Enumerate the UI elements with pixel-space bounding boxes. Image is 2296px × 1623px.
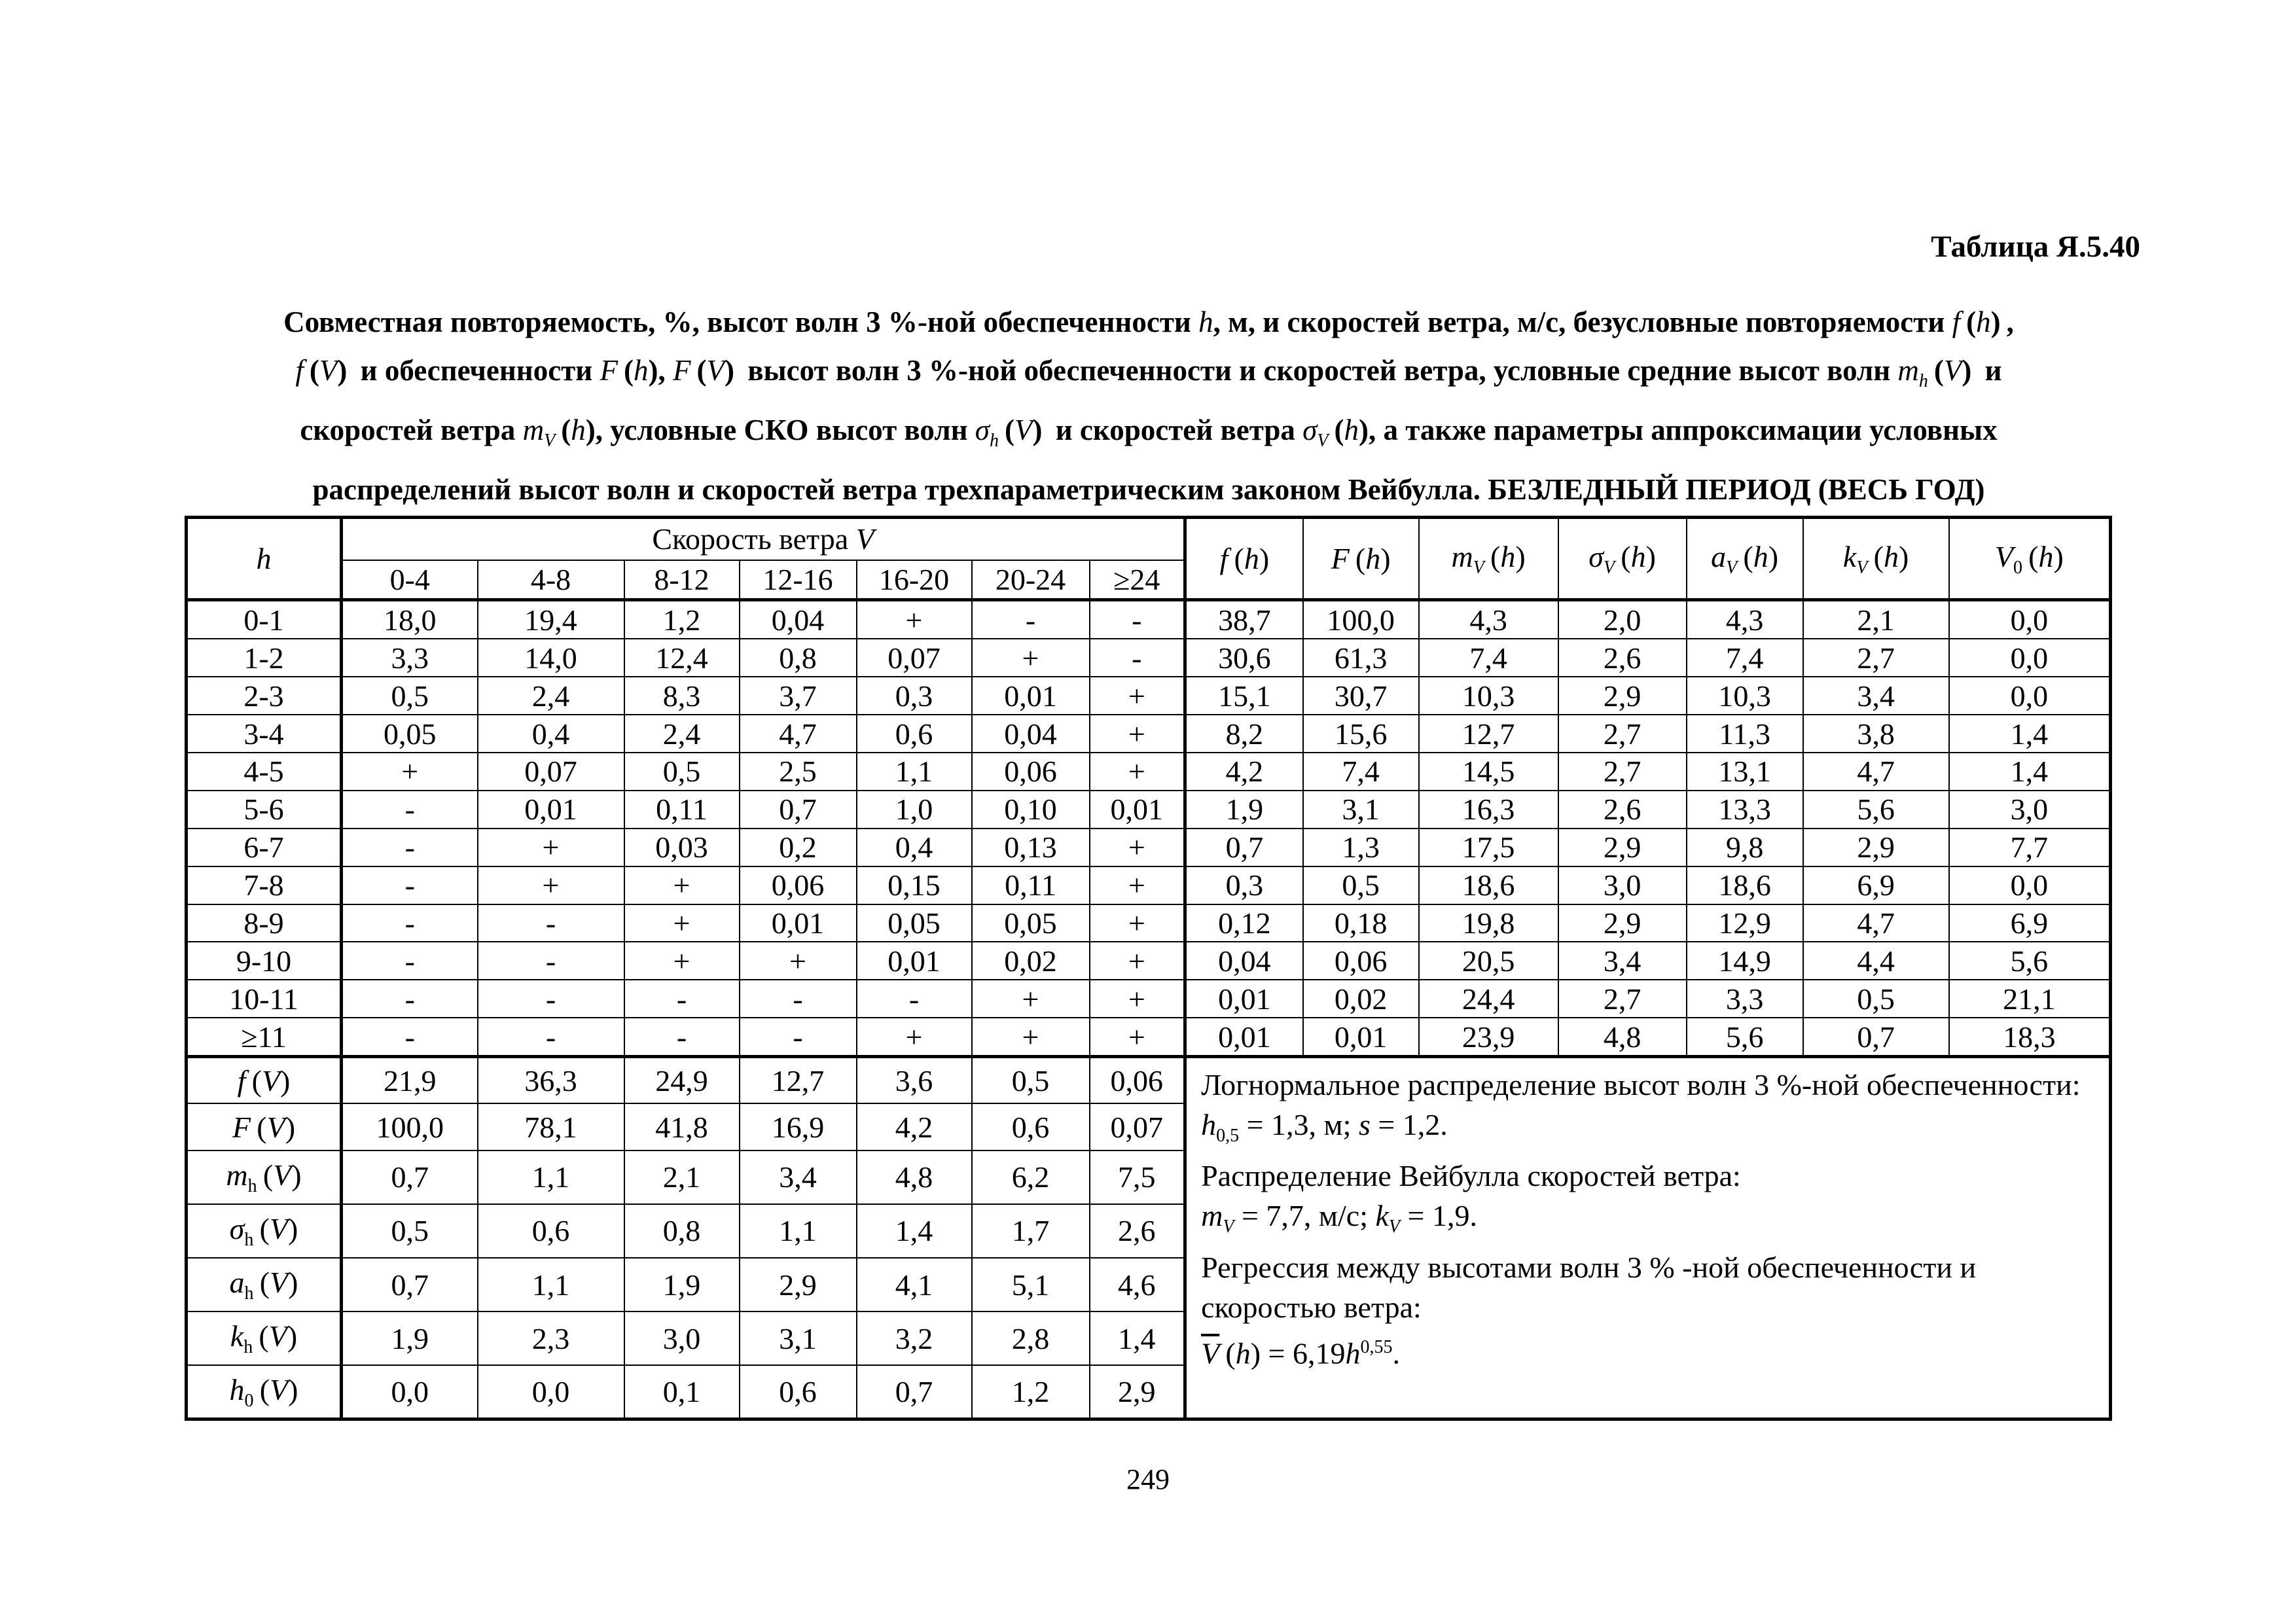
joint-frequency-cell: 0,10 <box>972 791 1090 829</box>
stat-cell: 10,3 <box>1419 677 1558 715</box>
regression-title: Регрессия между высотами волн 3 % -ной обеспеченности и скоростью ветра: <box>1201 1250 1977 1324</box>
speed-stat-cell: 1,4 <box>857 1204 972 1258</box>
speed-stat-cell: 3,2 <box>857 1311 972 1365</box>
joint-frequency-cell: 0,3 <box>857 677 972 715</box>
stat-cell: 0,04 <box>1185 942 1303 980</box>
speed-stat-cell: 2,9 <box>1090 1365 1185 1419</box>
speed-stat-cell: 0,6 <box>972 1103 1090 1150</box>
speed-stat-cell: 0,6 <box>478 1204 624 1258</box>
speed-stat-cell: 2,1 <box>624 1150 740 1204</box>
stat-cell: 100,0 <box>1303 600 1419 639</box>
joint-frequency-cell: 12,4 <box>624 639 740 677</box>
joint-frequency-cell: + <box>478 829 624 866</box>
speed-stat-cell: 0,7 <box>342 1258 478 1311</box>
joint-frequency-cell: 1,2 <box>624 600 740 639</box>
stat-cell: 0,06 <box>1303 942 1419 980</box>
speed-stat-cell: 1,1 <box>740 1204 857 1258</box>
header-mV-h: $m_V$ (h) <box>1419 518 1558 600</box>
stat-cell: 0,0 <box>1949 677 2111 715</box>
table-caption: Совместная повторяемость, %, высот волн 3 %-ной обеспеченности h, м, и скоростей ветра, м/с, безусловные повторяемости f (h) , f (V) и обеспеченности F (h), F (V) высот волн 3 %-ной обеспеченности и скоростей ветра, условные средние высот волн $m_h$ (V) и скоростей ветра $m_V$ (h), условные СКО высот волн $\sigma_h$ (V) и скоростей ветра $\sigma_V$ (h), а также параметры аппроксимации условных распределений высот волн и скоростей ветра трехпараметрическим законом Вейбулла. БЕЗЛЕДНЫЙ ПЕРИОД (ВЕСЬ ГОД) <box>283 306 2014 506</box>
speed-stat-cell: 1,4 <box>1090 1311 1185 1365</box>
stat-cell: 4,3 <box>1419 600 1558 639</box>
joint-frequency-cell: + <box>972 980 1090 1018</box>
joint-frequency-cell: 2,5 <box>740 753 857 791</box>
joint-frequency-cell: - <box>342 904 478 942</box>
speed-stat-cell: 0,1 <box>624 1365 740 1419</box>
stat-cell: 1,4 <box>1949 753 2111 791</box>
weibull-title: Распределение Вейбулла скоростей ветра: <box>1201 1159 1741 1193</box>
stat-cell: 2,9 <box>1558 904 1687 942</box>
joint-frequency-cell: 0,4 <box>857 829 972 866</box>
stat-cell: 7,4 <box>1303 753 1419 791</box>
stat-cell: 4,2 <box>1185 753 1303 791</box>
row-height-label: 1-2 <box>187 639 342 677</box>
joint-frequency-cell: - <box>342 980 478 1018</box>
joint-frequency-cell: + <box>857 600 972 639</box>
speed-stat-cell: 3,0 <box>624 1311 740 1365</box>
table-row <box>187 1057 2111 1104</box>
table-row <box>187 639 2111 677</box>
table-row <box>187 791 2111 829</box>
joint-frequency-cell: + <box>972 639 1090 677</box>
joint-frequency-cell: - <box>740 980 857 1018</box>
table-row <box>187 1018 2111 1056</box>
speed-stat-cell: 5,1 <box>972 1258 1090 1311</box>
joint-frequency-cell: 0,01 <box>740 904 857 942</box>
stat-cell: 3,3 <box>1687 980 1803 1018</box>
row-height-label: 10-11 <box>187 980 342 1018</box>
row-height-label: 7-8 <box>187 866 342 904</box>
speed-stat-cell: 3,1 <box>740 1311 857 1365</box>
stat-cell: 61,3 <box>1303 639 1419 677</box>
stat-cell: 14,5 <box>1419 753 1558 791</box>
stat-cell: 9,8 <box>1687 829 1803 866</box>
joint-frequency-cell: 2,4 <box>478 677 624 715</box>
row-height-label: ≥11 <box>187 1018 342 1056</box>
table-row <box>187 715 2111 753</box>
joint-frequency-cell: - <box>342 942 478 980</box>
joint-frequency-cell: + <box>1090 980 1185 1018</box>
stat-cell: 2,7 <box>1558 753 1687 791</box>
stat-cell: 18,6 <box>1419 866 1558 904</box>
data-table <box>185 516 2112 1421</box>
joint-frequency-cell: 0,06 <box>972 753 1090 791</box>
speed-bin-header: 4-8 <box>478 560 624 600</box>
speed-stat-cell: 6,2 <box>972 1150 1090 1204</box>
joint-frequency-cell: - <box>1090 639 1185 677</box>
stat-cell: 15,6 <box>1303 715 1419 753</box>
stat-cell: 5,6 <box>1949 942 2111 980</box>
row-stat-label: $a_h$ (V) <box>187 1258 342 1311</box>
stat-cell: 2,0 <box>1558 600 1687 639</box>
page-number: 249 <box>1126 1463 1170 1495</box>
stat-cell: 3,0 <box>1949 791 2111 829</box>
speed-stat-cell: 21,9 <box>342 1057 478 1104</box>
joint-frequency-cell: - <box>478 904 624 942</box>
table-row <box>187 600 2111 639</box>
joint-frequency-cell: 0,01 <box>478 791 624 829</box>
joint-frequency-cell: 0,02 <box>972 942 1090 980</box>
speed-stat-cell: 0,7 <box>342 1150 478 1204</box>
stat-cell: 2,6 <box>1558 791 1687 829</box>
stat-cell: 10,3 <box>1687 677 1803 715</box>
stat-cell: 19,8 <box>1419 904 1558 942</box>
stat-cell: 7,4 <box>1687 639 1803 677</box>
stat-cell: 17,5 <box>1419 829 1558 866</box>
stat-cell: 24,4 <box>1419 980 1558 1018</box>
row-height-label: 6-7 <box>187 829 342 866</box>
lognormal-title: Логнормальное распределение высот волн 3 %-ной обеспеченности: <box>1201 1068 2081 1102</box>
speed-bin-header: 8-12 <box>624 560 740 600</box>
joint-frequency-cell: - <box>857 980 972 1018</box>
joint-frequency-cell: + <box>1090 904 1185 942</box>
stat-cell: 4,3 <box>1687 600 1803 639</box>
joint-frequency-cell: 0,03 <box>624 829 740 866</box>
speed-stat-cell: 2,6 <box>1090 1204 1185 1258</box>
joint-frequency-cell: + <box>624 904 740 942</box>
stat-cell: 0,0 <box>1949 866 2111 904</box>
joint-frequency-cell: 0,11 <box>624 791 740 829</box>
stat-cell: 6,9 <box>1949 904 2111 942</box>
speed-stat-cell: 0,7 <box>857 1365 972 1419</box>
speed-stat-cell: 1,7 <box>972 1204 1090 1258</box>
joint-frequency-cell: + <box>478 866 624 904</box>
joint-frequency-cell: 3,3 <box>342 639 478 677</box>
speed-stat-cell: 4,8 <box>857 1150 972 1204</box>
speed-stat-cell: 2,9 <box>740 1258 857 1311</box>
joint-frequency-cell: 0,07 <box>478 753 624 791</box>
joint-frequency-cell: - <box>740 1018 857 1056</box>
stat-cell: 0,0 <box>1949 600 2111 639</box>
joint-frequency-cell: 4,7 <box>740 715 857 753</box>
joint-frequency-cell: + <box>1090 866 1185 904</box>
joint-frequency-cell: + <box>1090 677 1185 715</box>
stat-cell: 8,2 <box>1185 715 1303 753</box>
joint-frequency-cell: 0,04 <box>740 600 857 639</box>
stat-cell: 7,7 <box>1949 829 2111 866</box>
joint-frequency-cell: 0,05 <box>857 904 972 942</box>
weibull-params: $m_V = 7,7$, м/с; $k_V = 1,9$. <box>1201 1199 1477 1238</box>
speed-stat-cell: 0,5 <box>342 1204 478 1258</box>
stat-cell: 38,7 <box>1185 600 1303 639</box>
row-stat-label: $m_h$ (V) <box>187 1150 342 1204</box>
table-row <box>187 904 2111 942</box>
joint-frequency-cell: 0,05 <box>342 715 478 753</box>
joint-frequency-cell: 0,01 <box>972 677 1090 715</box>
speed-stat-cell: 1,2 <box>972 1365 1090 1419</box>
stat-cell: 1,3 <box>1303 829 1419 866</box>
joint-frequency-cell: 14,0 <box>478 639 624 677</box>
stat-cell: 30,7 <box>1303 677 1419 715</box>
stat-cell: 23,9 <box>1419 1018 1558 1056</box>
joint-frequency-cell: + <box>624 866 740 904</box>
stat-cell: 13,1 <box>1687 753 1803 791</box>
speed-bin-header: 20-24 <box>972 560 1090 600</box>
stat-cell: 16,3 <box>1419 791 1558 829</box>
speed-stat-cell: 0,0 <box>478 1365 624 1419</box>
speed-stat-cell: 2,3 <box>478 1311 624 1365</box>
stat-cell: 18,3 <box>1949 1018 2111 1056</box>
joint-frequency-cell: + <box>624 942 740 980</box>
joint-frequency-cell: + <box>857 1018 972 1056</box>
stat-cell: 14,9 <box>1687 942 1803 980</box>
row-stat-label: F (V) <box>187 1103 342 1150</box>
stat-cell: 2,9 <box>1558 829 1687 866</box>
stat-cell: 0,12 <box>1185 904 1303 942</box>
table-row <box>187 753 2111 791</box>
stat-cell: 4,7 <box>1803 753 1949 791</box>
header-f-h: f (h) <box>1185 518 1303 600</box>
speed-stat-cell: 2,8 <box>972 1311 1090 1365</box>
stat-cell: 0,01 <box>1303 1018 1419 1056</box>
stat-cell: 2,6 <box>1558 639 1687 677</box>
speed-stat-cell: 4,6 <box>1090 1258 1185 1311</box>
stat-cell: 11,3 <box>1687 715 1803 753</box>
stat-cell: 20,5 <box>1419 942 1558 980</box>
joint-frequency-cell: 19,4 <box>478 600 624 639</box>
joint-frequency-cell: 0,01 <box>857 942 972 980</box>
joint-frequency-cell: 0,2 <box>740 829 857 866</box>
joint-frequency-cell: 0,15 <box>857 866 972 904</box>
stat-cell: 12,9 <box>1687 904 1803 942</box>
joint-frequency-cell: 0,5 <box>342 677 478 715</box>
header-aV-h: $a_V$ (h) <box>1687 518 1803 600</box>
speed-stat-cell: 4,1 <box>857 1258 972 1311</box>
speed-stat-cell: 0,5 <box>972 1057 1090 1104</box>
joint-frequency-cell: 1,0 <box>857 791 972 829</box>
stat-cell: 0,3 <box>1185 866 1303 904</box>
joint-frequency-cell: + <box>1090 1018 1185 1056</box>
stat-cell: 0,18 <box>1303 904 1419 942</box>
regression-formula: $\overline{V}$ $(h) = 6,19h^{0,55}$. <box>1201 1336 1400 1370</box>
stat-cell: 2,9 <box>1803 829 1949 866</box>
joint-frequency-cell: 18,0 <box>342 600 478 639</box>
speed-stat-cell: 3,6 <box>857 1057 972 1104</box>
speed-stat-cell: 24,9 <box>624 1057 740 1104</box>
joint-frequency-cell: 8,3 <box>624 677 740 715</box>
joint-frequency-cell: 0,4 <box>478 715 624 753</box>
header-V0-h: $V_0$ (h) <box>1949 518 2111 600</box>
stat-cell: 3,4 <box>1558 942 1687 980</box>
header-wind-speed: Скорость ветра V <box>342 518 1185 560</box>
stat-cell: 4,8 <box>1558 1018 1687 1056</box>
row-stat-label: $\sigma_h$ (V) <box>187 1204 342 1258</box>
joint-frequency-cell: + <box>1090 753 1185 791</box>
speed-stat-cell: 0,6 <box>740 1365 857 1419</box>
joint-frequency-cell: + <box>1090 829 1185 866</box>
stat-cell: 15,1 <box>1185 677 1303 715</box>
joint-frequency-cell: - <box>342 1018 478 1056</box>
joint-frequency-cell: - <box>624 1018 740 1056</box>
stat-cell: 0,7 <box>1803 1018 1949 1056</box>
row-stat-label: $h_0$ (V) <box>187 1365 342 1419</box>
speed-stat-cell: 12,7 <box>740 1057 857 1104</box>
joint-frequency-cell: 2,4 <box>624 715 740 753</box>
speed-stat-cell: 1,9 <box>624 1258 740 1311</box>
row-height-label: 0-1 <box>187 600 342 639</box>
joint-frequency-cell: + <box>972 1018 1090 1056</box>
stat-cell: 0,0 <box>1949 639 2111 677</box>
header-h: h <box>187 518 342 600</box>
speed-bin-header: ≥24 <box>1090 560 1185 600</box>
stat-cell: 30,6 <box>1185 639 1303 677</box>
joint-frequency-cell: - <box>342 829 478 866</box>
joint-frequency-cell: 3,7 <box>740 677 857 715</box>
stat-cell: 21,1 <box>1949 980 2111 1018</box>
joint-frequency-cell: - <box>342 791 478 829</box>
joint-frequency-cell: 1,1 <box>857 753 972 791</box>
row-height-label: 8-9 <box>187 904 342 942</box>
header-sigmaV-h: $\sigma_V$ (h) <box>1558 518 1687 600</box>
speed-stat-cell: 1,1 <box>478 1258 624 1311</box>
joint-frequency-cell: 0,05 <box>972 904 1090 942</box>
speed-stat-cell: 16,9 <box>740 1103 857 1150</box>
stat-cell: 0,01 <box>1185 980 1303 1018</box>
stat-cell: 0,5 <box>1303 866 1419 904</box>
joint-frequency-cell: 0,5 <box>624 753 740 791</box>
stat-cell: 2,1 <box>1803 600 1949 639</box>
stat-cell: 3,0 <box>1558 866 1687 904</box>
row-height-label: 5-6 <box>187 791 342 829</box>
stat-cell: 4,4 <box>1803 942 1949 980</box>
speed-stat-cell: 0,0 <box>342 1365 478 1419</box>
speed-stat-cell: 1,9 <box>342 1311 478 1365</box>
joint-frequency-cell: + <box>1090 715 1185 753</box>
joint-frequency-cell: 0,11 <box>972 866 1090 904</box>
stat-cell: 3,8 <box>1803 715 1949 753</box>
speed-stat-cell: 4,2 <box>857 1103 972 1150</box>
joint-frequency-cell: - <box>1090 600 1185 639</box>
speed-stat-cell: 0,06 <box>1090 1057 1185 1104</box>
stat-cell: 0,5 <box>1803 980 1949 1018</box>
speed-stat-cell: 0,07 <box>1090 1103 1185 1150</box>
speed-stat-cell: 78,1 <box>478 1103 624 1150</box>
joint-frequency-cell: + <box>342 753 478 791</box>
stat-cell: 1,9 <box>1185 791 1303 829</box>
joint-frequency-cell: 0,8 <box>740 639 857 677</box>
table-row <box>187 942 2111 980</box>
joint-frequency-cell: 0,6 <box>857 715 972 753</box>
joint-frequency-cell: - <box>478 1018 624 1056</box>
speed-stat-cell: 7,5 <box>1090 1150 1185 1204</box>
joint-frequency-cell: - <box>478 980 624 1018</box>
table-number: Таблица Я.5.40 <box>1931 230 2140 264</box>
stat-cell: 12,7 <box>1419 715 1558 753</box>
table-row <box>187 980 2111 1018</box>
row-stat-label: f (V) <box>187 1057 342 1104</box>
joint-frequency-cell: - <box>342 866 478 904</box>
stat-cell: 1,4 <box>1949 715 2111 753</box>
stat-cell: 2,7 <box>1558 715 1687 753</box>
stat-cell: 13,3 <box>1687 791 1803 829</box>
speed-stat-cell: 41,8 <box>624 1103 740 1150</box>
joint-frequency-cell: 0,07 <box>857 639 972 677</box>
speed-stat-cell: 1,1 <box>478 1150 624 1204</box>
stat-cell: 7,4 <box>1419 639 1558 677</box>
joint-frequency-cell: 0,04 <box>972 715 1090 753</box>
row-height-label: 3-4 <box>187 715 342 753</box>
speed-bin-header: 16-20 <box>857 560 972 600</box>
speed-stat-cell: 100,0 <box>342 1103 478 1150</box>
stat-cell: 18,6 <box>1687 866 1803 904</box>
stat-cell: 2,7 <box>1558 980 1687 1018</box>
speed-bin-header: 0-4 <box>342 560 478 600</box>
joint-frequency-cell: + <box>740 942 857 980</box>
row-height-label: 4-5 <box>187 753 342 791</box>
approximation-notes <box>1185 1057 2111 1419</box>
row-height-label: 2-3 <box>187 677 342 715</box>
speed-stat-cell: 0,8 <box>624 1204 740 1258</box>
joint-frequency-cell: 0,7 <box>740 791 857 829</box>
stat-cell: 3,1 <box>1303 791 1419 829</box>
table-row <box>187 866 2111 904</box>
table-row <box>187 677 2111 715</box>
joint-frequency-cell: - <box>624 980 740 1018</box>
header-F-h: F (h) <box>1303 518 1419 600</box>
stat-cell: 3,4 <box>1803 677 1949 715</box>
row-stat-label: $k_h$ (V) <box>187 1311 342 1365</box>
joint-frequency-cell: + <box>1090 942 1185 980</box>
speed-stat-cell: 3,4 <box>740 1150 857 1204</box>
row-height-label: 9-10 <box>187 942 342 980</box>
lognormal-params: $h_{0,5} = 1,3$, м; s = 1,2. <box>1201 1108 1448 1147</box>
stat-cell: 0,7 <box>1185 829 1303 866</box>
stat-cell: 5,6 <box>1687 1018 1803 1056</box>
stat-cell: 6,9 <box>1803 866 1949 904</box>
stat-cell: 4,7 <box>1803 904 1949 942</box>
joint-frequency-cell: - <box>972 600 1090 639</box>
stat-cell: 2,9 <box>1558 677 1687 715</box>
stat-cell: 5,6 <box>1803 791 1949 829</box>
joint-frequency-cell: 0,13 <box>972 829 1090 866</box>
stat-cell: 2,7 <box>1803 639 1949 677</box>
joint-frequency-cell: 0,06 <box>740 866 857 904</box>
speed-stat-cell: 36,3 <box>478 1057 624 1104</box>
joint-frequency-cell: - <box>478 942 624 980</box>
header-kV-h: $k_V$ (h) <box>1803 518 1949 600</box>
speed-bin-header: 12-16 <box>740 560 857 600</box>
stat-cell: 0,02 <box>1303 980 1419 1018</box>
stat-cell: 0,01 <box>1185 1018 1303 1056</box>
table-row <box>187 829 2111 866</box>
joint-frequency-cell: 0,01 <box>1090 791 1185 829</box>
